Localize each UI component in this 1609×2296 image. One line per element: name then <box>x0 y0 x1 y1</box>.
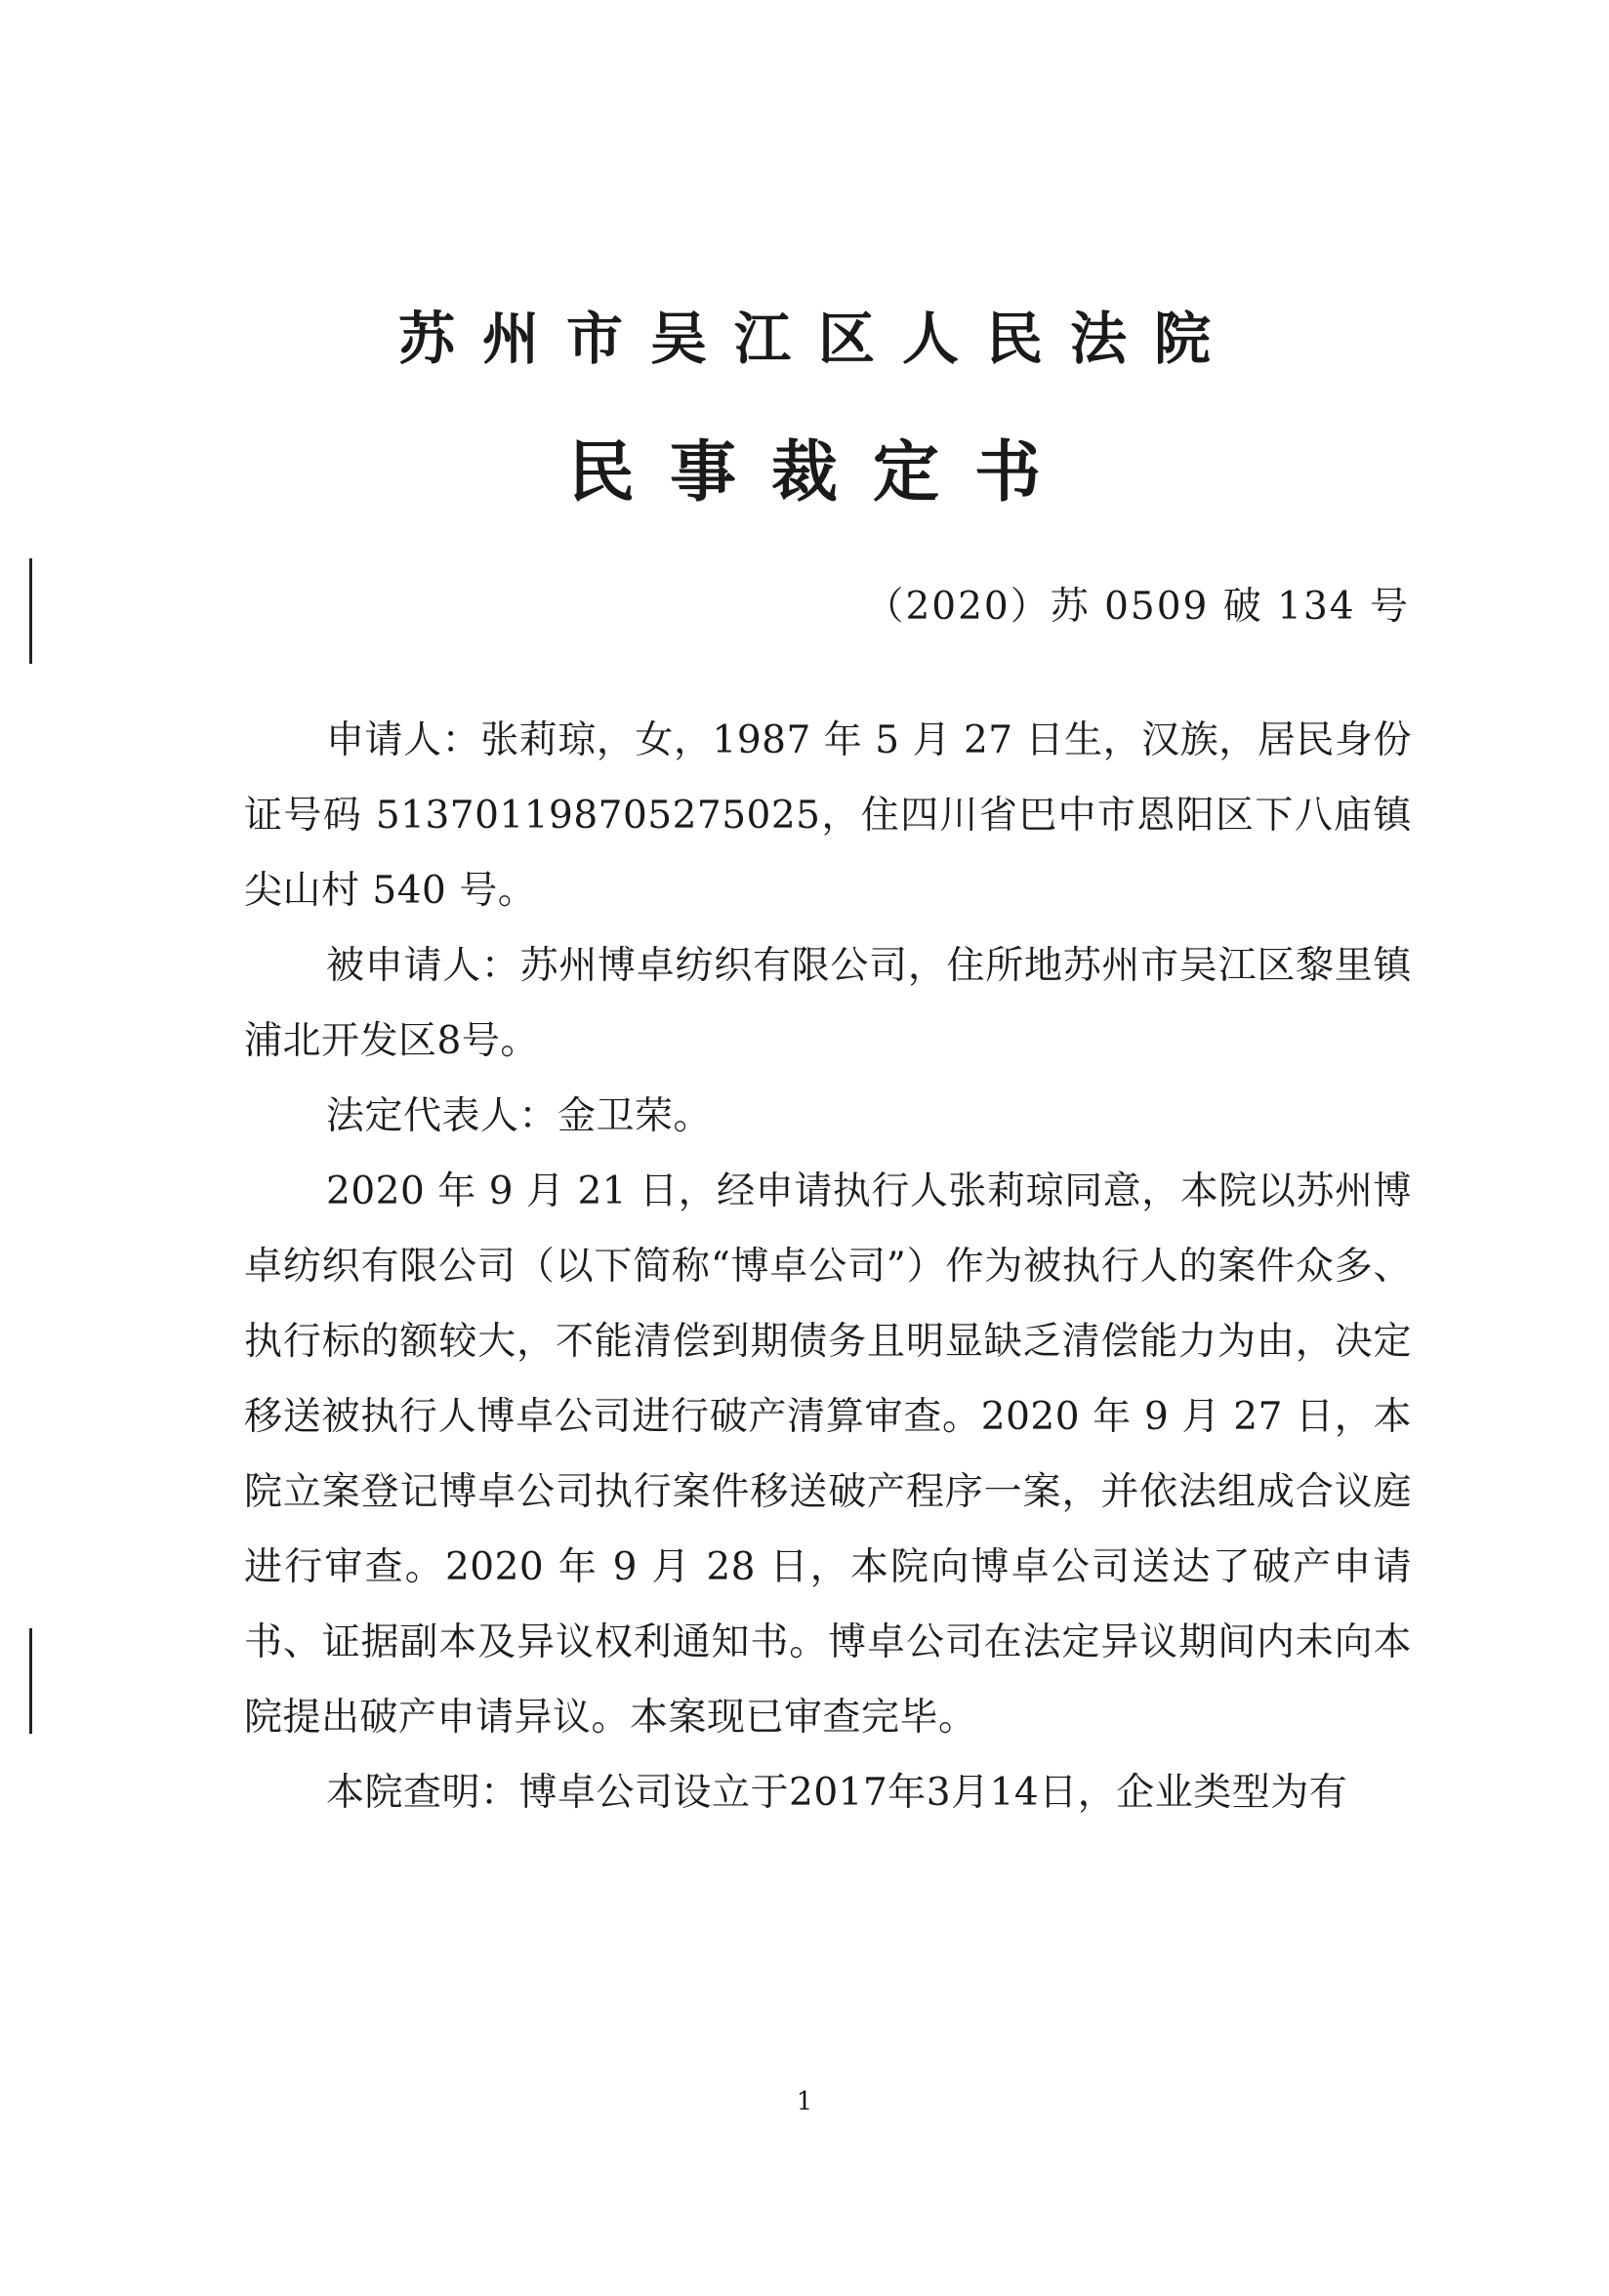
scan-margin-mark <box>29 558 32 664</box>
applicant-paragraph: 申请人：张莉琼，女，1987 年 5 月 27 日生，汉族，居民身份证号码 513701198705275025，住四川省巴中市恩阳区下八庙镇尖山村 540 号。 <box>244 718 1412 913</box>
case-number: （2020）苏 0509 破 134 号 <box>865 585 1410 629</box>
respondent-paragraph: 被申请人：苏州博卓纺织有限公司，住所地苏州市吴江区黎里镇浦北开发区8号。 <box>244 944 1412 1063</box>
scan-margin-mark <box>29 1628 32 1734</box>
case-history-paragraph: 2020 年 9 月 21 日，经申请执行人张莉琼同意，本院以苏州博卓纺织有限公司（以下简称“博卓公司”）作为被执行人的案件众多、执行标的额较大，不能清偿到期债务且明显缺乏清偿能力为由，决定移送被执行人博卓公司进行破产清算审查。2020 年 9 月 27 日，本院立案登记博卓公司执行案件移送破产程序一案，并依法组成合议庭进行审查。2020 年 9 月 28 日，本院向博卓公司送达了破产申请书、证据副本及异议权利通知书。博卓公司在法定异议期间内未向本院提出破产申请异议。本案现已审查完毕。 <box>244 1169 1412 1740</box>
legal-representative-paragraph: 法定代表人：金卫荣。 <box>326 1094 713 1138</box>
court-name: 苏州市吴江区人民法院 <box>397 306 1238 372</box>
findings-paragraph: 本院查明：博卓公司设立于2017年3月14日，企业类型为有 <box>326 1771 1348 1815</box>
document-type-title: 民事裁定书 <box>567 433 1076 512</box>
page-number: 1 <box>796 2087 813 2116</box>
document-body <box>244 703 1412 1830</box>
